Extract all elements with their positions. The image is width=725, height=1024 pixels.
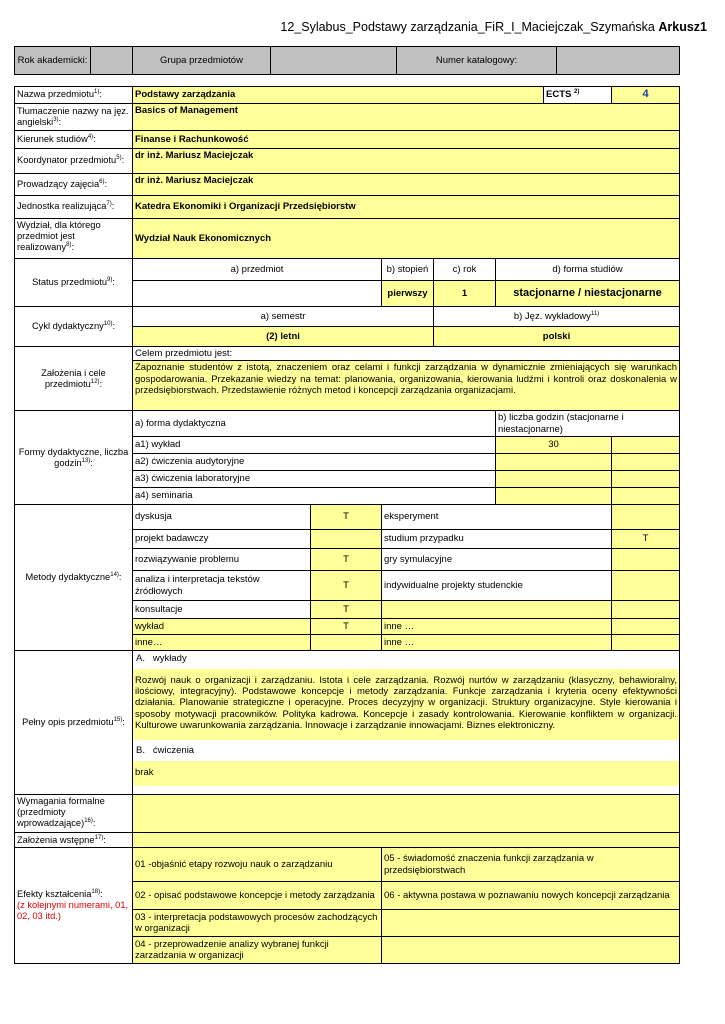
efekt-01[interactable]: 01 -objaśnić etapy rozwoju nauk o zarządzaniu xyxy=(133,848,382,882)
metoda-gry-symulacyjne: gry symulacyjne xyxy=(382,549,612,571)
status-forma-value[interactable]: stacjonarne / niestacjonarne xyxy=(496,281,680,307)
metoda-inne-2-mark[interactable] xyxy=(612,635,680,651)
metoda-rozwiazywanie-problemu: rozwiązywanie problemu xyxy=(133,549,311,571)
koordynator-label: Koordynator przedmiotu$^{5)}$: xyxy=(15,149,133,174)
efekt-03[interactable]: 03 - interpretacja podstawowych procesów zachodzących w organizacji xyxy=(133,910,382,937)
cykl-jezyk-value[interactable]: polski xyxy=(434,327,680,347)
status-rok-value[interactable]: 1 xyxy=(434,281,496,307)
forma-cwiczenia-laboratoryjne: a3) ćwiczenia laboratoryjne xyxy=(133,471,496,488)
tlumaczenie-label: Tłumaczenie nazwy na jęz. angielski$^{3)}$: xyxy=(15,104,133,131)
metoda-inne-2[interactable]: inne … xyxy=(382,635,612,651)
status-label: Status przedmiotu$^{9)}$: xyxy=(15,259,133,307)
metoda-studium-przypadku-mark[interactable]: T xyxy=(612,530,680,549)
numer-katalogowy-label: Numer katalogowy: xyxy=(397,47,557,75)
zalozenia-wstepne-label: Założenia wstępne$^{17)}$: xyxy=(15,833,133,848)
prowadzacy-label: Prowadzący zajęcia$^{6)}$: xyxy=(15,174,133,196)
metoda-eksperyment-mark[interactable] xyxy=(612,505,680,530)
metoda-rozwiazywanie-problemu-mark[interactable]: T xyxy=(311,549,382,571)
efekt-04[interactable]: 04 - przeprowadzenie analizy wybranej funkcji zarzadzania w organizacji xyxy=(133,937,382,964)
metoda-inne-1[interactable]: inne … xyxy=(382,619,612,635)
opis-content xyxy=(133,651,680,795)
metoda-analiza-tekstow: analiza i interpretacja tekstów źródłowych xyxy=(133,571,311,601)
kierunek-label: Kierunek studiów$^{4)}$: xyxy=(15,131,133,149)
syllabus-table xyxy=(14,86,680,964)
status-rok-header: c) rok xyxy=(434,259,496,281)
metoda-konsultacje: konsultacje xyxy=(133,601,311,619)
kierunek-value[interactable]: Finanse i Rachunkowość xyxy=(133,131,680,149)
forma-cwiczenia-audytoryjne: a2) ćwiczenia audytoryjne xyxy=(133,454,496,471)
godziny-stacjonarne[interactable] xyxy=(496,471,612,488)
godziny-stacjonarne[interactable] xyxy=(496,454,612,471)
godziny-niestacjonarne[interactable] xyxy=(612,454,680,471)
top-table xyxy=(14,46,680,75)
zalozenia-intro: Celem przedmiotu jest: xyxy=(133,347,680,361)
jednostka-value[interactable]: Katedra Ekonomiki i Organizacji Przedsiębiorstw xyxy=(133,196,680,219)
formy-godziny-header: b) liczba godzin (stacjonarne i niestacjonarne) xyxy=(496,411,680,437)
metoda-wyklad: wykład xyxy=(133,619,311,635)
ects-value[interactable]: 4 xyxy=(612,87,680,104)
formy-forma-header: a) forma dydaktyczna xyxy=(133,411,496,437)
metoda-inne-left[interactable]: inne… xyxy=(133,635,311,651)
metody-label: Metody dydaktyczne$^{14)}$: xyxy=(15,505,133,651)
godziny-stacjonarne[interactable]: 30 xyxy=(496,437,612,454)
godziny-niestacjonarne[interactable] xyxy=(612,437,680,454)
metoda-gry-symulacyjne-mark[interactable] xyxy=(612,549,680,571)
efekty-note: (z kolejnymi numerami, 01, 02, 03 itd.) xyxy=(17,900,129,922)
tlumaczenie-value[interactable]: Basics of Management xyxy=(133,104,680,131)
koordynator-value[interactable]: dr inż. Mariusz Maciejczak xyxy=(133,149,680,174)
opis-b-text[interactable]: brak xyxy=(133,761,679,786)
jednostka-label: Jednostka realizująca$^{7)}$: xyxy=(15,196,133,219)
nazwa-label: Nazwa przedmiotu$^{1)}$: xyxy=(15,87,133,104)
metoda-empty-mark[interactable] xyxy=(612,601,680,619)
efekt-05[interactable]: 05 - świadomość znaczenia funkcji zarządzania w przedsiębiorstwach xyxy=(382,848,680,882)
wydzial-label: Wydział, dla którego przedmiot jest realizowany$^{8)}$: xyxy=(15,219,133,259)
efekty-label: Efekty kształcenia$^{18)}$: (z kolejnymi numerami, 01, 02, 03 itd.) xyxy=(15,848,133,964)
zalozenia-label: Założenia i cele przedmiotu$^{12)}$: xyxy=(15,347,133,411)
numer-katalogowy-value[interactable] xyxy=(557,47,680,75)
status-forma-header: d) forma studiów xyxy=(496,259,680,281)
godziny-niestacjonarne[interactable] xyxy=(612,488,680,505)
forma-wyklad: a1) wykład xyxy=(133,437,496,454)
opis-b-heading: B. ćwiczenia xyxy=(136,744,195,756)
wymagania-label: Wymagania formalne (przedmioty wprowadzające)$^{16)}$: xyxy=(15,795,133,833)
sheet-name: Arkusz1 xyxy=(658,20,707,34)
status-stopien-header: b) stopień xyxy=(382,259,434,281)
forma-seminaria: a4) seminaria xyxy=(133,488,496,505)
efekt-08[interactable] xyxy=(382,937,680,964)
cykl-jezyk-header: b) Jęz. wykładowy$^{11)}$ xyxy=(434,307,680,327)
grupa-przedmiotow-value[interactable] xyxy=(271,47,397,75)
status-stopien-value[interactable]: pierwszy xyxy=(382,281,434,307)
status-przedmiot-header: a) przedmiot xyxy=(133,259,382,281)
metoda-dyskusja-mark[interactable]: T xyxy=(311,505,382,530)
zalozenia-text[interactable]: Zapoznanie studentów z istotą, znaczeniem oraz celami i funkcji zarządzania w dynamicznie zmieniających się warunkach gospodarowania. Przekazanie wiedzy na temat: planowania, organizowania, kierowania ludźmi i kontroli oraz doskonalenia w przedsiębiorstwach. Przedstawienie różnych metod i koncepcji zarządzania organizacjami. xyxy=(133,361,680,411)
metoda-indywidualne-projekty: indywidualne projekty studenckie xyxy=(382,571,612,601)
efekt-06[interactable]: 06 - aktywna postawa w poznawaniu nowych koncepcji zarządzania xyxy=(382,882,680,910)
metoda-eksperyment: eksperyment xyxy=(382,505,612,530)
opis-a-text[interactable]: Rozwój nauk o organizacji i zarządzaniu. Istota i cele zarządzania. Rozwój nurtów w zarządzaniu (klasyczny, behawioralny, ilościowy, integracyjny). Podstawowe koncepcje i metody zarządzania. Funkcje zarządzania i kryteria oceny efektywności działania. Planowanie strategiczne i operacyjne. Proces decyzyjny w organizacji. Struktury organizacyjne. Style kierowania i sposoby motywacji pracowników. Polityka kadrowa. Koncepcje i zasady kontrolowania. Kierowanie konfliktem w organizacji. Kulturowe uwarunkowania zarządzania. Innowacje i zarządzanie innowacjami. Biznes elektroniczny. xyxy=(133,669,679,740)
document-title: 12_Sylabus_Podstawy zarządzania_FiR_I_Maciejczak_Szymańska xyxy=(280,20,655,34)
metoda-studium-przypadku: studium przypadku xyxy=(382,530,612,549)
status-przedmiot-value[interactable] xyxy=(133,281,382,307)
metoda-empty[interactable] xyxy=(382,601,612,619)
cykl-label: Cykl dydaktyczny$^{10)}$: xyxy=(15,307,133,347)
grupa-przedmiotow-label: Grupa przedmiotów xyxy=(133,47,271,75)
metoda-konsultacje-mark[interactable]: T xyxy=(311,601,382,619)
rok-akademicki-label: Rok akademicki: xyxy=(15,47,91,75)
ects-label: ECTS $^{2)}$ xyxy=(544,87,612,104)
godziny-stacjonarne[interactable] xyxy=(496,488,612,505)
metoda-projekt-badawczy-mark[interactable] xyxy=(311,530,382,549)
metoda-inne-left-mark[interactable] xyxy=(311,635,382,651)
metoda-inne-1-mark[interactable] xyxy=(612,619,680,635)
formy-label: Formy dydaktyczne, liczba godzin$^{13)}$: xyxy=(15,411,133,505)
wymagania-value[interactable] xyxy=(133,795,680,833)
prowadzacy-value[interactable]: dr inż. Mariusz Maciejczak xyxy=(133,174,680,196)
opis-label: Pełny opis przedmiotu$^{15)}$: xyxy=(15,651,133,795)
nazwa-value[interactable]: Podstawy zarządzania xyxy=(133,87,544,104)
metoda-dyskusja: dyskusja xyxy=(133,505,311,530)
metoda-analiza-tekstow-mark[interactable]: T xyxy=(311,571,382,601)
godziny-niestacjonarne[interactable] xyxy=(612,471,680,488)
document-header xyxy=(280,20,707,34)
metoda-projekt-badawczy: projekt badawczy xyxy=(133,530,311,549)
metoda-wyklad-mark[interactable]: T xyxy=(311,619,382,635)
wydzial-value[interactable]: Wydział Nauk Ekonomicznych xyxy=(133,219,680,259)
efekt-02[interactable]: 02 - opisać podstawowe koncepcje i metody zarządzania xyxy=(133,882,382,910)
rok-akademicki-value[interactable] xyxy=(91,47,133,75)
cykl-semestr-header: a) semestr xyxy=(133,307,434,327)
efekt-07[interactable] xyxy=(382,910,680,937)
metoda-indywidualne-projekty-mark[interactable] xyxy=(612,571,680,601)
opis-a-heading: A. wykłady xyxy=(136,653,187,665)
cykl-semestr-value[interactable]: (2) letni xyxy=(133,327,434,347)
zalozenia-wstepne-value[interactable] xyxy=(133,833,680,848)
